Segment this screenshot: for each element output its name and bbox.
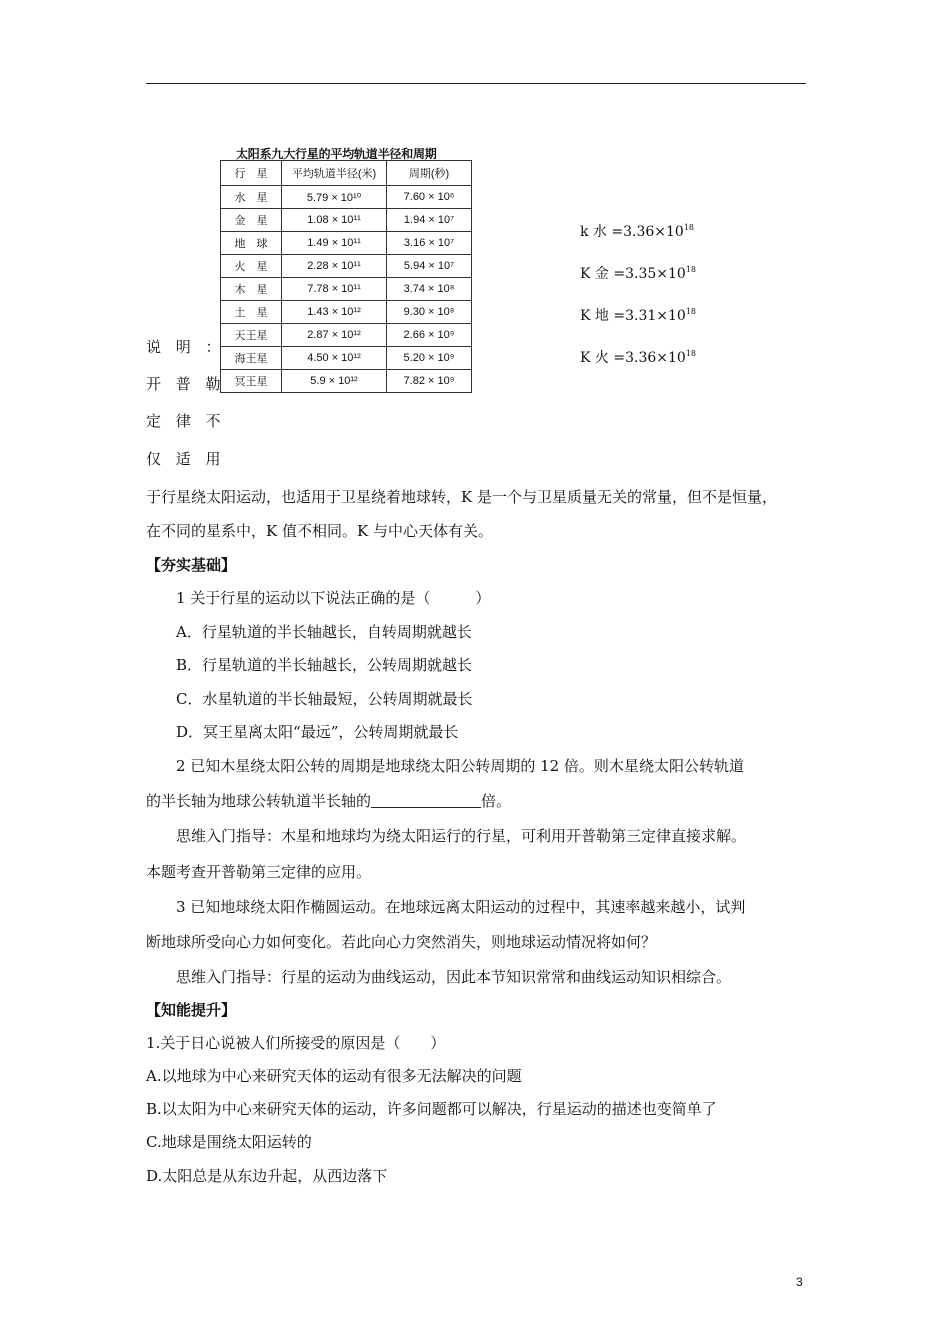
q2-suffix: 倍。	[481, 792, 512, 810]
note-continuation: 在不同的星系中，K 值不相同。K 与中心天体有关。	[146, 522, 493, 540]
k-label: K 火 =3.36×10	[580, 350, 686, 366]
k-exponent: 18	[685, 307, 696, 316]
hint-text: 思维入门指导：木星和地球均为绕太阳运行的行星，可利用开普勒第三定律直接求解。	[176, 827, 747, 845]
k-exponent: 18	[685, 265, 696, 274]
table-row	[221, 255, 472, 278]
k-label: k 水 =3.36×10	[580, 224, 684, 240]
table-row	[221, 278, 472, 301]
k-value-venus	[580, 263, 696, 283]
page-number: 3	[796, 1275, 803, 1289]
section-heading-basics: 【夯实基础】	[146, 556, 237, 574]
planet-radius: 4.50 × 10¹²	[282, 347, 387, 370]
table-row	[221, 186, 472, 209]
planet-radius: 2.87 × 10¹²	[282, 324, 387, 347]
option-b: B.以太阳为中心来研究天体的运动，许多问题都可以解决，行星运动的描述也变简单了	[146, 1100, 717, 1118]
planet-period: 9.30 × 10⁸	[387, 301, 472, 324]
planet-period: 3.74 × 10⁸	[387, 278, 472, 301]
table-row	[221, 370, 472, 393]
planet-name: 海王星	[221, 347, 282, 370]
k-value-earth	[580, 305, 696, 325]
note-line: 定 律 不	[146, 412, 226, 430]
hint-text: 本题考查开普勒第三定律的应用。	[146, 863, 372, 881]
question-2: 2 已知木星绕太阳公转的周期是地球绕太阳公转周期的 12 倍。则木星绕太阳公转轨道	[176, 757, 744, 775]
planet-name: 地 球	[221, 232, 282, 255]
k-value-mercury	[580, 221, 694, 241]
table-row	[221, 301, 472, 324]
k-exponent: 18	[685, 349, 696, 358]
option-d: D.太阳总是从东边升起，从西边落下	[146, 1167, 388, 1185]
header-rule	[146, 83, 806, 84]
planet-name: 冥王星	[221, 370, 282, 393]
planet-period: 7.60 × 10⁶	[387, 186, 472, 209]
table-row	[221, 347, 472, 370]
question-1: 1 关于行星的运动以下说法正确的是（ ）	[176, 589, 491, 607]
option-d: D．冥王星离太阳“最远”，公转周期就最长	[176, 723, 459, 741]
note-line: 开 普 勒	[146, 375, 226, 393]
hint-text: 思维入门指导：行星的运动为曲线运动，因此本节知识常常和曲线运动知识相综合。	[176, 968, 732, 986]
table-row	[221, 324, 472, 347]
table-title: 太阳系九大行星的平均轨道半径和周期	[236, 147, 437, 161]
planet-table	[220, 160, 472, 393]
table-row	[221, 209, 472, 232]
planet-radius: 2.28 × 10¹¹	[282, 255, 387, 278]
k-label: K 地 =3.31×10	[580, 308, 686, 324]
question-3-continued: 断地球所受向心力如何变化。若此向心力突然消失，则地球运动情况将如何？	[146, 933, 657, 951]
planet-radius: 5.9 × 10¹²	[282, 370, 387, 393]
planet-name: 土 星	[221, 301, 282, 324]
planet-period: 5.20 × 10⁹	[387, 347, 472, 370]
header-radius: 平均轨道半径(米)	[282, 161, 387, 186]
planet-radius: 1.49 × 10¹¹	[282, 232, 387, 255]
k-label: K 金 =3.35×10	[580, 266, 686, 282]
option-c: C．水星轨道的半长轴最短，公转周期就最长	[176, 690, 473, 708]
note-line: 说 明 ：	[146, 338, 226, 356]
planet-name: 水 星	[221, 186, 282, 209]
q2-text: 的半长轴为地球公转轨道半长轴的	[146, 792, 372, 810]
planet-period: 1.94 × 10⁷	[387, 209, 472, 232]
table-header-row	[221, 161, 472, 186]
planet-period: 2.66 × 10⁹	[387, 324, 472, 347]
planet-period: 7.82 × 10⁹	[387, 370, 472, 393]
option-c: C.地球是围绕太阳运转的	[146, 1133, 312, 1151]
option-a: A．行星轨道的半长轴越长，自转周期就越长	[176, 623, 472, 641]
planet-period: 3.16 × 10⁷	[387, 232, 472, 255]
question-1-advance: 1.关于日心说被人们所接受的原因是（ ）	[146, 1034, 446, 1052]
note-line: 仅 适 用	[146, 450, 226, 468]
planet-radius: 1.43 × 10¹²	[282, 301, 387, 324]
planet-name: 火 星	[221, 255, 282, 278]
planet-radius: 1.08 × 10¹¹	[282, 209, 387, 232]
option-a: A.以地球为中心来研究天体的运动有很多无法解决的问题	[146, 1067, 522, 1085]
planet-name: 木 星	[221, 278, 282, 301]
k-exponent: 18	[683, 223, 695, 232]
question-3: 3 已知地球绕太阳作椭圆运动。在地球远离太阳运动的过程中，其速率越来越小，试判	[176, 898, 746, 916]
table-row	[221, 232, 472, 255]
answer-blank[interactable]	[371, 793, 481, 808]
question-2-continued	[146, 791, 511, 811]
planet-name: 天王星	[221, 324, 282, 347]
planet-name: 金 星	[221, 209, 282, 232]
note-continuation: 于行星绕太阳运动，也适用于卫星绕着地球转，K 是一个与卫星质量无关的常量，但不是恒量，	[146, 488, 777, 506]
k-value-mars	[580, 347, 696, 367]
planet-radius: 7.78 × 10¹¹	[282, 278, 387, 301]
header-period: 周期(秒)	[387, 161, 472, 186]
planet-radius: 5.79 × 10¹⁰	[282, 186, 387, 209]
planet-period: 5.94 × 10⁷	[387, 255, 472, 278]
option-b: B．行星轨道的半长轴越长，公转周期就越长	[176, 656, 473, 674]
section-heading-advance: 【知能提升】	[146, 1001, 237, 1019]
header-planet: 行 星	[221, 161, 282, 186]
